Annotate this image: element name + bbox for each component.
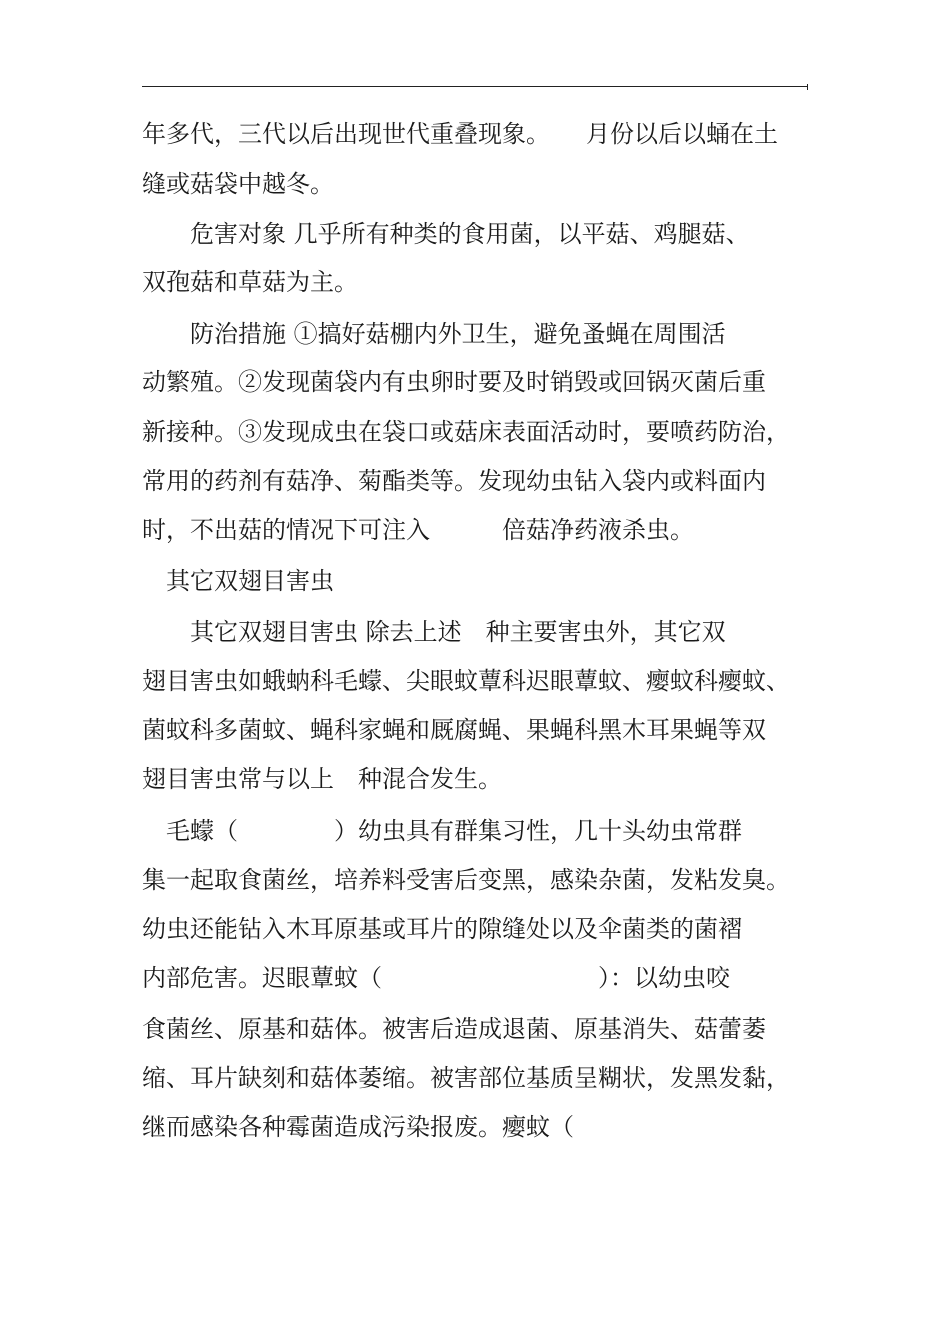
text-line: 幼虫还能钻入木耳原基或耳片的隙缝处以及伞菌类的菌褶	[142, 915, 742, 943]
text-line: 动繁殖。②发现菌袋内有虫卵时要及时销毁或回锅灭菌后重	[142, 368, 766, 396]
header-rule-tick	[807, 84, 808, 90]
text-line: 翅目害虫如蛾蚋科毛蠓、尖眼蚊蕈科迟眼蕈蚊、瘿蚊科瘿蚊、	[142, 667, 790, 695]
text-line: 食菌丝、原基和菇体。被害后造成退菌、原基消失、菇蕾萎	[142, 1015, 766, 1043]
text-line: 常用的药剂有菇净、菊酯类等。发现幼虫钻入袋内或料面内	[142, 467, 766, 495]
text-line: 时，不出菇的情况下可注入 倍菇净药液杀虫。	[142, 516, 694, 544]
text-line: 危害对象 几乎所有种类的食用菌，以平菇、鸡腿菇、	[142, 220, 750, 248]
header-rule	[142, 86, 808, 87]
text-line: 内部危害。迟眼蕈蚊（ ）：以幼虫咬	[142, 964, 730, 992]
text-line: 新接种。③发现成虫在袋口或菇床表面活动时，要喷药防治，	[142, 418, 790, 446]
text-line: 其它双翅目害虫 除去上述 种主要害虫外，其它双	[142, 618, 726, 646]
text-line: 毛蠓（ ）幼虫具有群集习性，几十头幼虫常群	[142, 817, 742, 845]
text-line: 年多代，三代以后出现世代重叠现象。 月份以后以蛹在土	[142, 120, 778, 148]
section-heading: 其它双翅目害虫	[142, 567, 334, 595]
text-line: 防治措施 ①搞好菇棚内外卫生，避免蚤蝇在周围活	[142, 320, 726, 348]
text-line: 菌蚊科多菌蚊、蝇科家蝇和厩腐蝇、果蝇科黑木耳果蝇等双	[142, 716, 766, 744]
text-line: 缝或菇袋中越冬。	[142, 170, 334, 198]
text-line: 双孢菇和草菇为主。	[142, 268, 358, 296]
text-line: 集一起取食菌丝，培养料受害后变黑，感染杂菌，发粘发臭。	[142, 866, 790, 894]
text-line: 翅目害虫常与以上 种混合发生。	[142, 765, 502, 793]
text-line: 缩、耳片缺刻和菇体萎缩。被害部位基质呈糊状，发黑发黏，	[142, 1064, 790, 1092]
text-line: 继而感染各种霉菌造成污染报废。瘿蚊（	[142, 1113, 574, 1141]
